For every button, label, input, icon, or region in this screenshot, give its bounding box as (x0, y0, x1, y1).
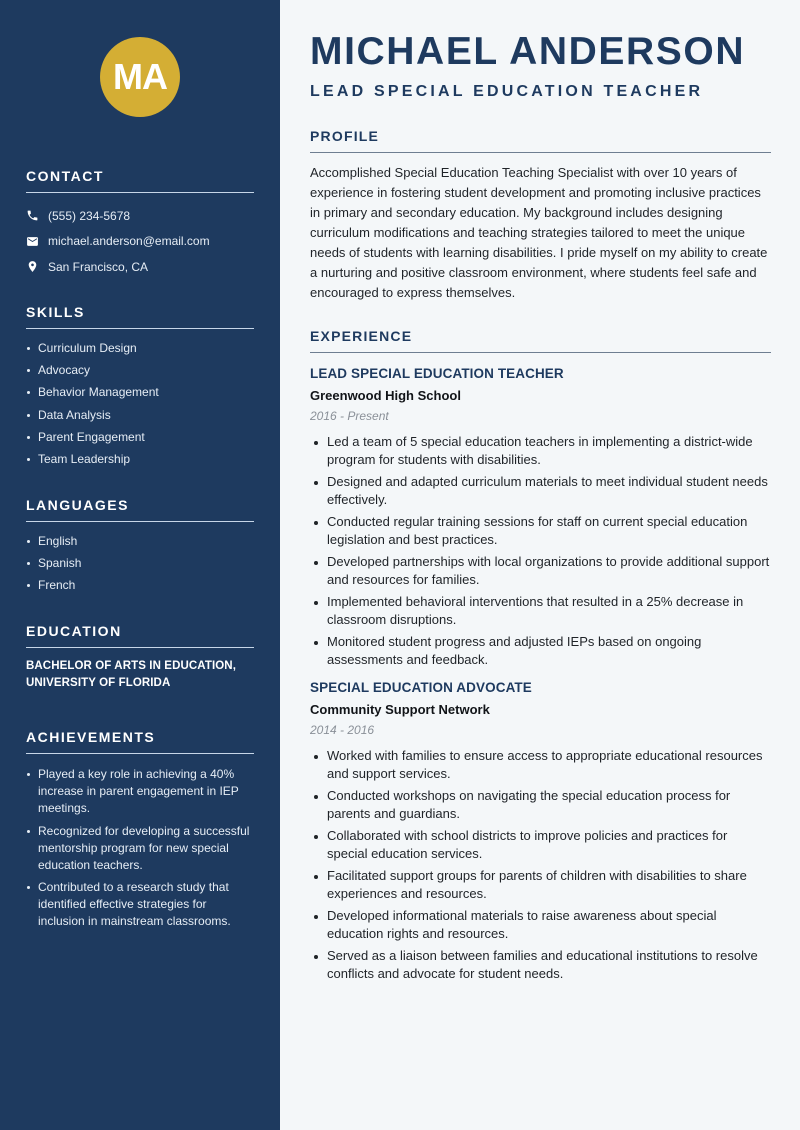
job-bullet: Conducted workshops on navigating the special education process for parents and guardians. (310, 787, 771, 823)
location-text: San Francisco, CA (48, 259, 149, 274)
skills-section (26, 304, 254, 472)
job-title: LEAD SPECIAL EDUCATION TEACHER (310, 366, 564, 381)
job-bullet: Developed partnerships with local organizations to provide additional support and resources for families. (310, 553, 771, 589)
language-item: Spanish (26, 554, 254, 576)
skill-item: Team Leadership (26, 450, 254, 472)
experience-section (310, 328, 771, 987)
skill-item: Behavior Management (26, 383, 254, 405)
job-bullet: Led a team of 5 special education teachers in implementing a district-wide program for students with disabilities. (310, 433, 771, 469)
job-bullet: Designed and adapted curriculum materials to meet individual student needs effectively. (310, 473, 771, 509)
achievement-item: Recognized for developing a successful mentorship program for new special education teachers. (26, 823, 254, 874)
phone-icon (26, 209, 48, 222)
avatar-initials: MA (100, 37, 180, 117)
job-company: Greenwood High School (310, 388, 461, 403)
job-dates: 2016 - Present (310, 409, 389, 423)
job-bullet: Conducted regular training sessions for staff on current special education legislation and best practices. (310, 513, 771, 549)
experience-heading: EXPERIENCE (310, 328, 771, 353)
education-degree: BACHELOR OF ARTS IN EDUCATION, UNIVERSITY OF FLORIDA (26, 660, 236, 689)
candidate-name: MICHAEL ANDERSON (310, 30, 746, 73)
skill-item: Parent Engagement (26, 428, 254, 450)
skill-item: Curriculum Design (26, 339, 254, 361)
languages-section (26, 497, 254, 599)
job-company: Community Support Network (310, 702, 490, 717)
phone-text: (555) 234-5678 (48, 208, 131, 223)
skill-item: Advocacy (26, 361, 254, 383)
achievements-list (26, 766, 254, 930)
skill-item: Data Analysis (26, 406, 254, 428)
language-item: French (26, 576, 254, 598)
education-heading: EDUCATION (26, 623, 254, 648)
contact-list (26, 203, 254, 280)
email-text: michael.anderson@email.com (48, 234, 210, 249)
profile-section (310, 128, 771, 303)
job-bullets (310, 747, 771, 983)
achievements-heading: ACHIEVEMENTS (26, 729, 254, 754)
job-bullet: Monitored student progress and adjusted IEPs based on ongoing assessments and feedback. (310, 633, 771, 669)
languages-heading: LANGUAGES (26, 497, 254, 522)
sidebar (0, 0, 280, 1130)
candidate-title: LEAD SPECIAL EDUCATION TEACHER (310, 83, 704, 100)
job-bullet: Collaborated with school districts to improve policies and practices for special education services. (310, 827, 771, 863)
contact-location (26, 254, 254, 280)
achievement-item: Contributed to a research study that identified effective strategies for inclusion in mainstream classrooms. (26, 879, 254, 930)
contact-heading: CONTACT (26, 168, 254, 193)
contact-section (26, 168, 254, 280)
profile-heading: PROFILE (310, 128, 771, 153)
job-entry (310, 365, 771, 669)
achievements-section (26, 729, 254, 936)
job-bullet: Developed informational materials to raise awareness about special education rights and resources. (310, 907, 771, 943)
achievement-item: Played a key role in achieving a 40% increase in parent engagement in IEP meetings. (26, 766, 254, 817)
education-section (26, 623, 254, 692)
contact-email (26, 229, 254, 255)
skills-list (26, 339, 254, 472)
job-bullet: Served as a liaison between families and educational institutions to resolve conflicts and advocate for student needs. (310, 947, 771, 983)
contact-phone (26, 203, 254, 229)
job-entry (310, 679, 771, 983)
location-pin-icon (26, 260, 48, 273)
job-bullets (310, 433, 771, 669)
job-title: SPECIAL EDUCATION ADVOCATE (310, 680, 532, 695)
job-bullet: Facilitated support groups for parents of children with disabilities to share experiences and resources. (310, 867, 771, 903)
skills-heading: SKILLS (26, 304, 254, 329)
job-bullet: Implemented behavioral interventions that resulted in a 25% decrease in classroom disruptions. (310, 593, 771, 629)
job-bullet: Worked with families to ensure access to appropriate educational resources and support services. (310, 747, 771, 783)
profile-summary: Accomplished Special Education Teaching Specialist with over 10 years of experience in fostering student development and promoting inclusive practices in primary and secondary education. My background includes designing curriculum modifications and teaching strategies tailored to meet the unique needs of students with learning disabilities. I pride myself on my ability to create a nurturing and positive classroom environment, where students feel safe and encouraged to express themselves. (310, 165, 768, 300)
email-icon (26, 235, 48, 248)
job-dates: 2014 - 2016 (310, 723, 375, 737)
language-item: English (26, 532, 254, 554)
languages-list (26, 532, 254, 599)
